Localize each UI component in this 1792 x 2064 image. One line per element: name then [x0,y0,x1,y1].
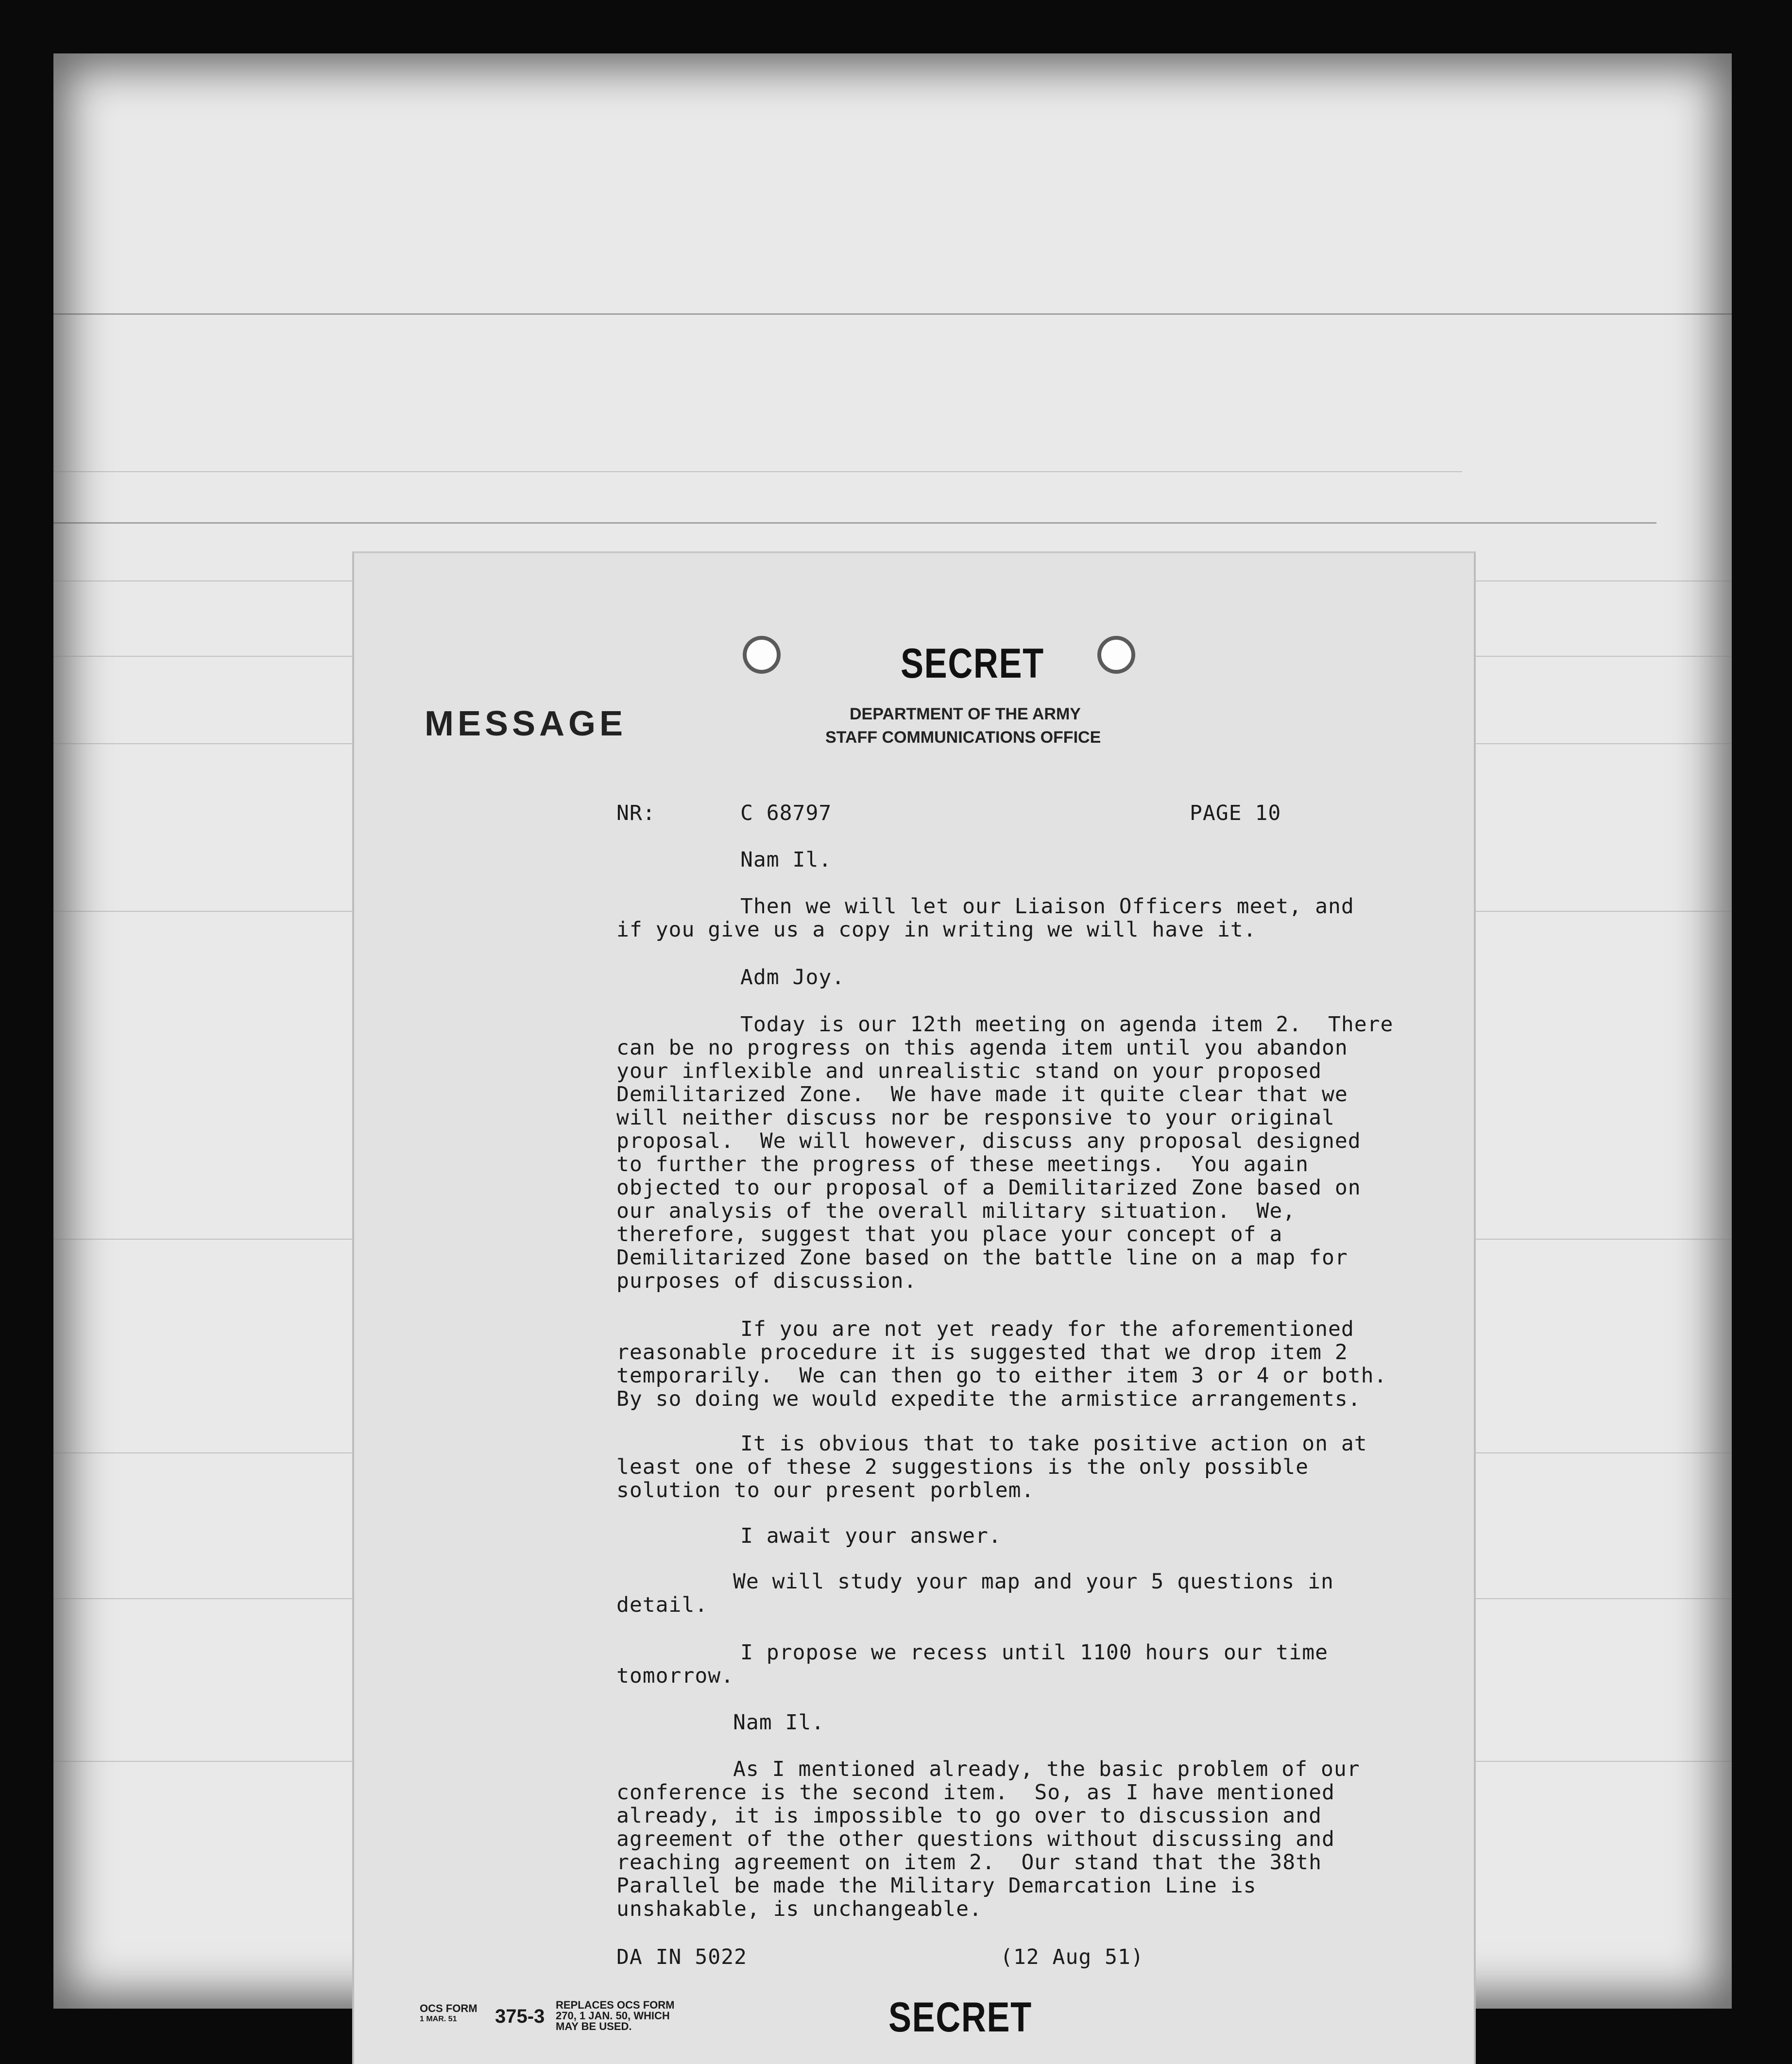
replaces-line: 270, 1 JAN. 50, WHICH [556,2010,670,2022]
text-line: our analysis of the overall military situation. We, [616,1199,1296,1223]
text-line: already, it is impossible to go over to discussion and [616,1804,1322,1828]
nr-label: NR: [616,801,656,825]
text-line: to further the progress of these meetings. You again [616,1152,1309,1177]
text-line: proposal. We will however, discuss any proposal designed [616,1129,1361,1153]
page-label: PAGE 10 [1190,801,1281,825]
text-line: can be no progress on this agenda item until you abandon [616,1036,1348,1060]
form-label-text: OCS FORM [420,2002,478,2014]
form-label [420,2003,478,2025]
text-line: Demilitarized Zone based on the battle line on a map for [616,1245,1348,1270]
classification-top: SECRET [901,640,1044,687]
text-line: It is obvious that to take positive action on at [740,1432,1367,1456]
text-line: purposes of discussion. [616,1269,917,1293]
text-line: Today is our 12th meeting on agenda item 2. There [740,1012,1394,1037]
punch-hole-left [743,636,781,674]
text-line: Then we will let our Liaison Officers meet, and [740,894,1354,919]
office-name: STAFF COMMUNICATIONS OFFICE [825,728,1101,747]
text-line: Demilitarized Zone. We have made it quite clear that we [616,1082,1348,1107]
scan-streak [53,471,1462,472]
speaker-name: Nam Il. [733,1710,825,1735]
message-form [352,551,1476,2064]
text-line: temporarily. We can then go to either item 3 or 4 or both. [616,1364,1387,1388]
message-date: (12 Aug 51) [1000,1945,1144,1969]
form-number: 375-3 [495,2006,545,2027]
text-line: your inflexible and unrealistic stand on your proposed [616,1059,1322,1083]
text-line: solution to our present porblem. [616,1478,1035,1502]
text-line: therefore, suggest that you place your concept of a [616,1222,1283,1246]
form-replaces-note [556,2000,674,2032]
scanned-page [53,53,1732,2041]
form-title: MESSAGE [425,704,627,743]
nr-value: C 68797 [740,801,832,825]
replaces-line: REPLACES OCS FORM [556,1999,675,2011]
text-line: reaching agreement on item 2. Our stand that the 38th [616,1850,1322,1875]
text-line: tomorrow. [616,1664,734,1688]
speaker-name: Nam Il. [740,848,832,872]
text-line: objected to our proposal of a Demilitarized Zone based on [616,1176,1361,1200]
text-line: will neither discuss nor be responsive to your original [616,1106,1335,1130]
punch-hole-right [1097,636,1135,674]
text-line: If you are not yet ready for the aforementioned [740,1317,1354,1341]
text-line: We will study your map and your 5 questions in [733,1569,1334,1594]
text-line: I await your answer. [740,1524,1002,1548]
text-line: conference is the second item. So, as I have mentioned [616,1780,1335,1805]
text-line: detail. [616,1593,708,1617]
text-line: I propose we recess until 1100 hours our time [740,1640,1328,1665]
text-line: reasonable procedure it is suggested that we drop item 2 [616,1340,1348,1365]
text-line: As I mentioned already, the basic problem of our [733,1757,1360,1781]
text-line: Parallel be made the Military Demarcation Line is [616,1874,1257,1898]
department-name: DEPARTMENT OF THE ARMY [850,705,1081,723]
classification-bottom: SECRET [888,1994,1032,2041]
text-line: least one of these 2 suggestions is the only possible [616,1455,1309,1479]
replaces-line: MAY BE USED. [556,2020,632,2032]
scan-streak [53,313,1732,315]
da-in-number: DA IN 5022 [616,1945,747,1969]
scan-streak [53,522,1656,524]
form-date: 1 MAR. 51 [420,2015,457,2023]
text-line: By so doing we would expedite the armistice arrangements. [616,1387,1361,1411]
text-line: unshakable, is unchangeable. [616,1897,982,1921]
speaker-name: Adm Joy. [740,965,845,989]
text-line: agreement of the other questions without discussing and [616,1827,1335,1851]
text-line: if you give us a copy in writing we will have it. [616,918,1257,942]
